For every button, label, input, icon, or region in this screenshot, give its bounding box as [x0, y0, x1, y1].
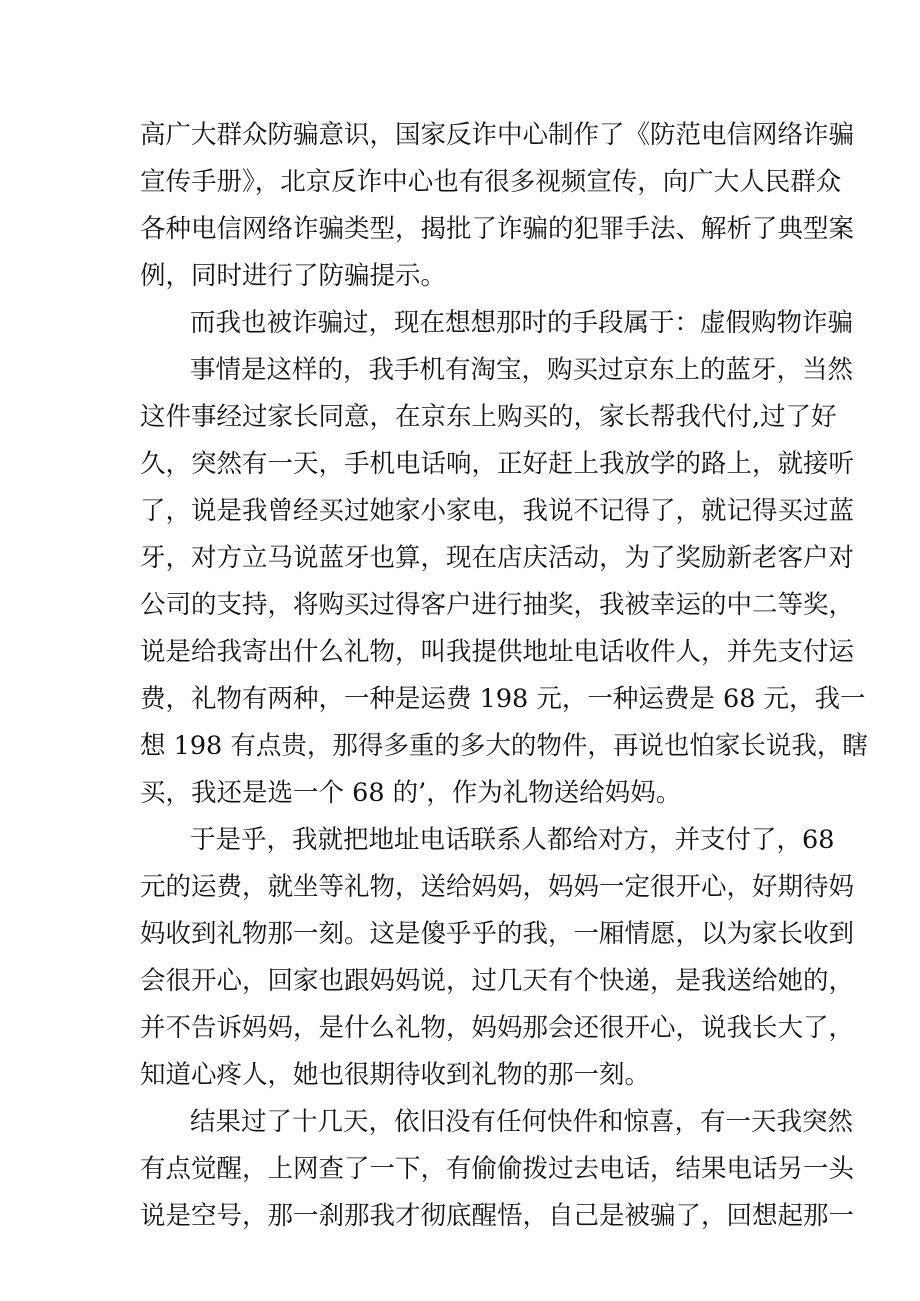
text-line: 了，说是我曾经买过她家小家电，我说不记得了，就记得买过蓝	[140, 496, 855, 526]
text-line: 事情是这样的，我手机有淘宝，购买过京东上的蓝牙，当然	[190, 355, 854, 385]
text-line: 买，我还是选一个 68 的’，作为礼物送给妈妈。	[140, 778, 682, 808]
document-body	[140, 112, 868, 1240]
paragraph	[140, 300, 854, 347]
text-line: 结果过了十几天，依旧没有任何快件和惊喜，有一天我突然	[190, 1107, 854, 1137]
text-line: 妈收到礼物那一刻。这是傻乎乎的我，一厢情愿，以为家长收到	[140, 919, 855, 949]
text-line: 说是给我寄出什么礼物，叫我提供地址电话收件人，并先支付运	[140, 637, 855, 667]
text-line: 公司的支持，将购买过得客户进行抽奖，我被幸运的中二等奖，	[140, 590, 855, 620]
paragraph	[140, 1099, 855, 1240]
text-line: 说是空号，那一刹那我才彻底醒悟，自己是被骗了，回想起那一	[140, 1201, 855, 1231]
text-line: 费，礼物有两种，一种是运费 198 元，一种运费是 68 元，我一	[140, 684, 866, 714]
paragraph	[140, 817, 855, 1099]
text-line: 于是乎，我就把地址电话联系人都给对方，并支付了，68	[190, 825, 835, 855]
text-line: 久，突然有一天，手机电话响，正好赶上我放学的路上，就接听	[140, 449, 855, 479]
text-line: 会很开心，回家也跟妈妈说，过几天有个快递，是我送给她的，	[140, 966, 855, 996]
text-line: 这件事经过家长同意，在京东上购买的，家长帮我代付,过了好	[140, 402, 837, 432]
text-line: 想 198 有点贵，那得多重的多大的物件，再说也怕家长说我，瞎	[140, 731, 868, 761]
text-line: 高广大群众防骗意识，国家反诈中心制作了《防范电信网络诈骗	[140, 120, 855, 150]
text-line: 例，同时进行了防骗提示。	[140, 261, 447, 291]
paragraph	[140, 347, 868, 817]
text-line: 而我也被诈骗过，现在想想那时的手段属于：虚假购物诈骗	[190, 308, 854, 338]
text-line: 元的运费，就坐等礼物，送给妈妈，妈妈一定很开心，好期待妈	[140, 872, 855, 902]
text-line: 各种电信网络诈骗类型，揭批了诈骗的犯罪手法、解析了典型案	[140, 214, 855, 244]
text-line: 并不告诉妈妈，是什么礼物，妈妈那会还很开心，说我长大了，	[140, 1013, 855, 1043]
text-line: 知道心疼人，她也很期待收到礼物的那一刻。	[140, 1060, 651, 1090]
paragraph	[140, 112, 855, 300]
text-line: 有点觉醒，上网查了一下，有偷偷拨过去电话，结果电话另一头	[140, 1154, 855, 1184]
text-line: 牙，对方立马说蓝牙也算，现在店庆活动，为了奖励新老客户对	[140, 543, 855, 573]
text-line: 宣传手册》，北京反诈中心也有很多视频宣传，向广大人民群众	[140, 167, 842, 197]
